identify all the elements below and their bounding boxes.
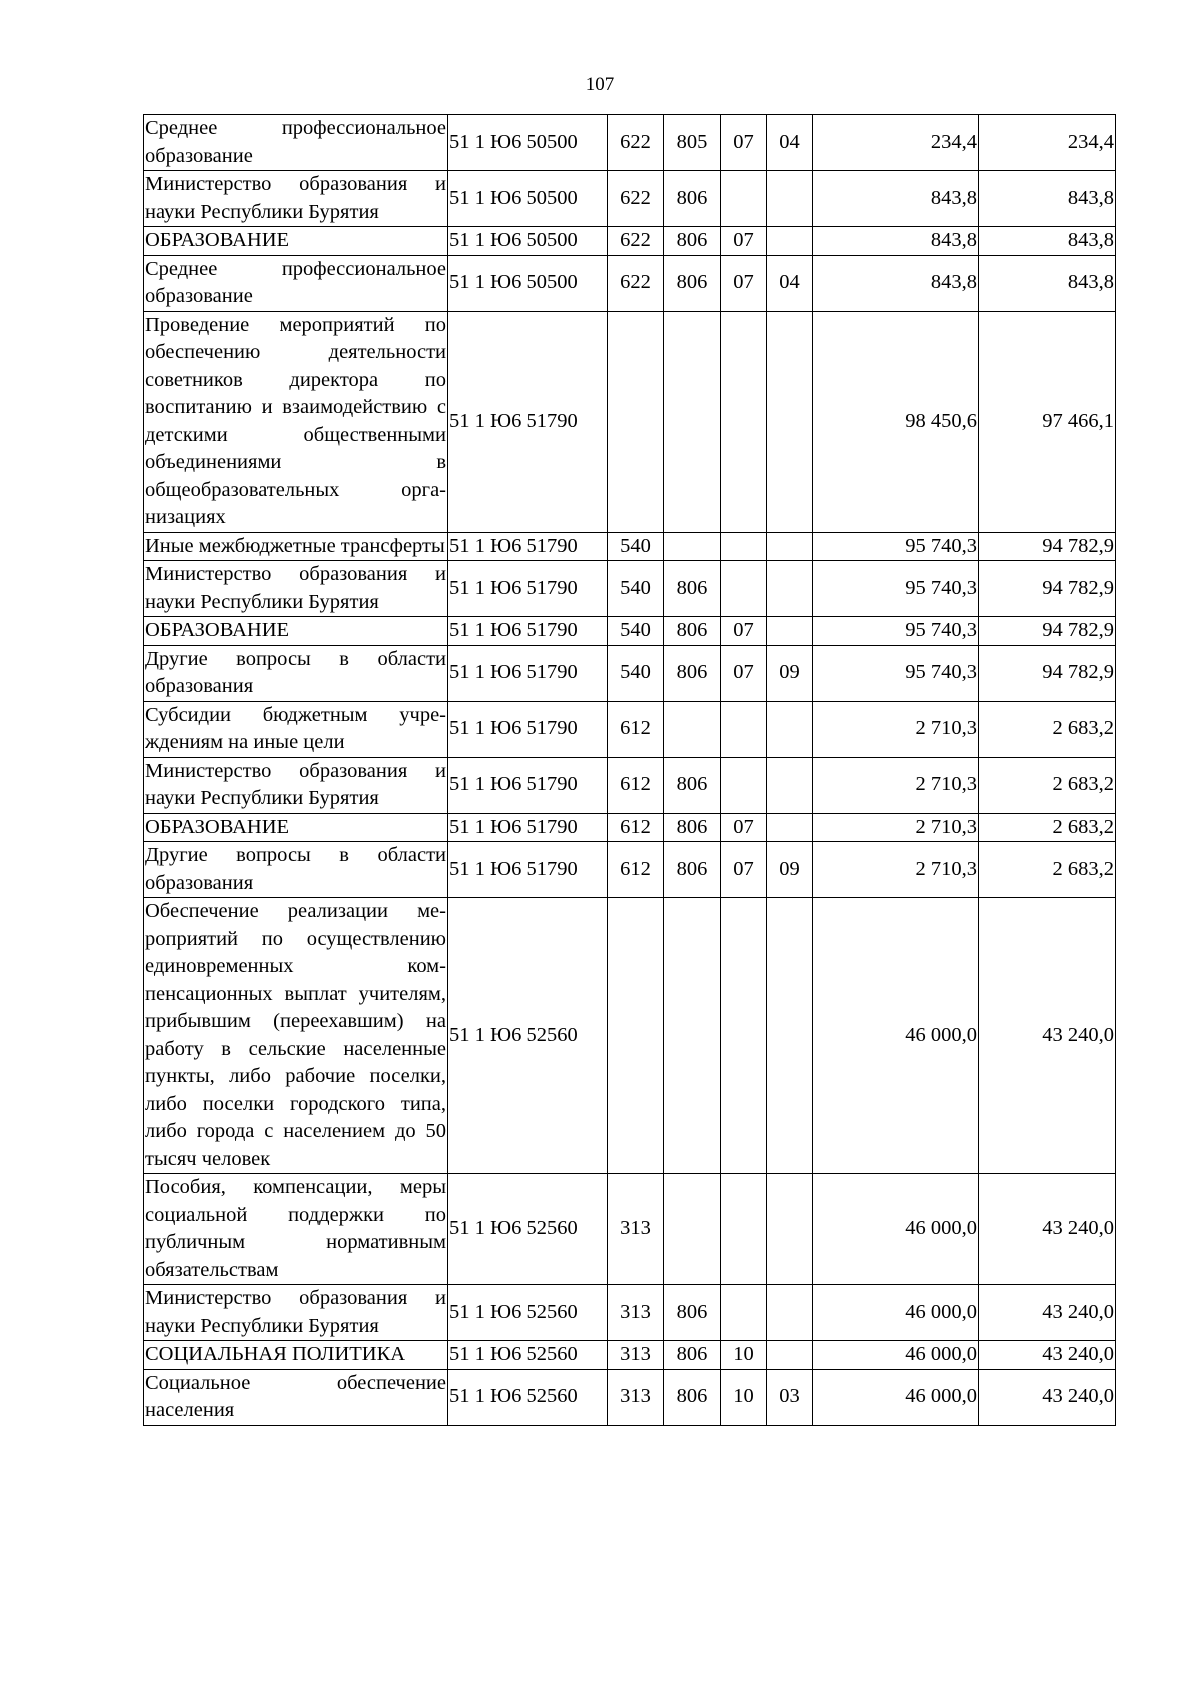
section-code-cell	[721, 561, 767, 617]
target-article-code-cell: 51 1 Ю6 50500	[448, 255, 608, 311]
section-code-cell: 07	[721, 645, 767, 701]
expense-type-cell: 612	[608, 813, 664, 842]
table-row	[144, 255, 1116, 311]
amount-first-year-cell: 95 740,3	[813, 532, 979, 561]
row-name-cell: Иные межбюджетные трансферты	[144, 532, 448, 561]
row-name-cell: Обеспечение реализации мероприятий по осуществлению единовременных компенсационных выплат учителям, прибывшим (переехавшим) на работу в сельские населенные пункты, либо рабочие поселки, либо поселки городского типа, либо города с населением до 50 тысяч человек	[144, 898, 448, 1174]
administrator-code-cell: 806	[664, 757, 721, 813]
administrator-code-cell: 806	[664, 645, 721, 701]
table-row	[144, 813, 1116, 842]
expense-type-cell: 313	[608, 1341, 664, 1370]
target-article-code-cell: 51 1 Ю6 52560	[448, 1285, 608, 1341]
section-code-cell	[721, 898, 767, 1174]
target-article-code-cell: 51 1 Ю6 51790	[448, 757, 608, 813]
target-article-code-cell: 51 1 Ю6 51790	[448, 645, 608, 701]
row-name-cell: Среднее профессиональное образование	[144, 115, 448, 171]
amount-first-year-cell: 2 710,3	[813, 813, 979, 842]
amount-second-year-cell: 2 683,2	[979, 757, 1116, 813]
administrator-code-cell: 806	[664, 255, 721, 311]
table-row	[144, 842, 1116, 898]
section-code-cell	[721, 171, 767, 227]
amount-second-year-cell: 43 240,0	[979, 898, 1116, 1174]
administrator-code-cell	[664, 701, 721, 757]
amount-second-year-cell: 234,4	[979, 115, 1116, 171]
row-name-cell: СОЦИАЛЬНАЯ ПОЛИТИКА	[144, 1341, 448, 1370]
expense-type-cell	[608, 898, 664, 1174]
amount-second-year-cell: 94 782,9	[979, 617, 1116, 646]
amount-first-year-cell: 2 710,3	[813, 757, 979, 813]
row-name-cell: Социальное обеспечение населения	[144, 1369, 448, 1425]
amount-first-year-cell: 46 000,0	[813, 898, 979, 1174]
table-row	[144, 561, 1116, 617]
expense-type-cell: 313	[608, 1174, 664, 1285]
row-name-cell: Субсидии бюджетным учреждениям на иные цели	[144, 701, 448, 757]
expense-type-cell: 313	[608, 1285, 664, 1341]
administrator-code-cell: 806	[664, 1369, 721, 1425]
amount-first-year-cell: 2 710,3	[813, 701, 979, 757]
target-article-code-cell: 51 1 Ю6 52560	[448, 1174, 608, 1285]
subsection-code-cell	[767, 311, 813, 532]
row-name-cell: ОБРАЗОВАНИЕ	[144, 617, 448, 646]
expense-type-cell: 540	[608, 561, 664, 617]
row-name-cell: Среднее профессиональное образование	[144, 255, 448, 311]
expense-type-cell: 622	[608, 255, 664, 311]
administrator-code-cell: 805	[664, 115, 721, 171]
administrator-code-cell: 806	[664, 561, 721, 617]
amount-second-year-cell: 843,8	[979, 255, 1116, 311]
amount-first-year-cell: 46 000,0	[813, 1174, 979, 1285]
amount-second-year-cell: 94 782,9	[979, 532, 1116, 561]
subsection-code-cell	[767, 898, 813, 1174]
table-row	[144, 227, 1116, 256]
table-row	[144, 1369, 1116, 1425]
target-article-code-cell: 51 1 Ю6 52560	[448, 898, 608, 1174]
expense-type-cell: 612	[608, 701, 664, 757]
table-row	[144, 1341, 1116, 1370]
amount-second-year-cell: 843,8	[979, 227, 1116, 256]
subsection-code-cell	[767, 813, 813, 842]
table-row	[144, 171, 1116, 227]
row-name-cell: Пособия, компенсации, меры социальной поддержки по публичным нормативным обязательствам	[144, 1174, 448, 1285]
row-name-cell: Министерство образования и науки Республики Бурятия	[144, 171, 448, 227]
row-name-cell: Министерство образования и науки Республики Бурятия	[144, 757, 448, 813]
section-code-cell	[721, 1285, 767, 1341]
row-name-cell: Другие вопросы в области образования	[144, 842, 448, 898]
amount-second-year-cell: 97 466,1	[979, 311, 1116, 532]
table-row	[144, 1285, 1116, 1341]
target-article-code-cell: 51 1 Ю6 50500	[448, 171, 608, 227]
subsection-code-cell	[767, 532, 813, 561]
table-row	[144, 645, 1116, 701]
amount-first-year-cell: 95 740,3	[813, 645, 979, 701]
row-name-cell: ОБРАЗОВАНИЕ	[144, 227, 448, 256]
table-row	[144, 757, 1116, 813]
section-code-cell: 07	[721, 115, 767, 171]
subsection-code-cell	[767, 561, 813, 617]
subsection-code-cell: 04	[767, 115, 813, 171]
section-code-cell: 07	[721, 227, 767, 256]
table-row	[144, 701, 1116, 757]
subsection-code-cell	[767, 171, 813, 227]
target-article-code-cell: 51 1 Ю6 51790	[448, 701, 608, 757]
target-article-code-cell: 51 1 Ю6 51790	[448, 311, 608, 532]
table-row	[144, 1174, 1116, 1285]
administrator-code-cell	[664, 532, 721, 561]
amount-second-year-cell: 2 683,2	[979, 842, 1116, 898]
amount-second-year-cell: 43 240,0	[979, 1174, 1116, 1285]
amount-second-year-cell: 43 240,0	[979, 1285, 1116, 1341]
amount-first-year-cell: 234,4	[813, 115, 979, 171]
table-body	[144, 115, 1116, 1426]
subsection-code-cell: 09	[767, 645, 813, 701]
row-name-cell: Министерство образования и науки Республики Бурятия	[144, 1285, 448, 1341]
amount-first-year-cell: 2 710,3	[813, 842, 979, 898]
table-row	[144, 115, 1116, 171]
section-code-cell: 10	[721, 1369, 767, 1425]
section-code-cell: 07	[721, 617, 767, 646]
row-name-cell: Министерство образования и науки Республики Бурятия	[144, 561, 448, 617]
section-code-cell	[721, 1174, 767, 1285]
row-name-cell: Другие вопросы в области образования	[144, 645, 448, 701]
expense-type-cell: 622	[608, 227, 664, 256]
administrator-code-cell: 806	[664, 171, 721, 227]
target-article-code-cell: 51 1 Ю6 50500	[448, 227, 608, 256]
section-code-cell	[721, 532, 767, 561]
target-article-code-cell: 51 1 Ю6 51790	[448, 532, 608, 561]
table-row	[144, 898, 1116, 1174]
amount-first-year-cell: 843,8	[813, 227, 979, 256]
amount-second-year-cell: 843,8	[979, 171, 1116, 227]
expense-type-cell: 622	[608, 171, 664, 227]
subsection-code-cell	[767, 1341, 813, 1370]
amount-second-year-cell: 94 782,9	[979, 645, 1116, 701]
amount-second-year-cell: 2 683,2	[979, 813, 1116, 842]
administrator-code-cell: 806	[664, 1341, 721, 1370]
budget-table	[143, 114, 1116, 1426]
amount-second-year-cell: 94 782,9	[979, 561, 1116, 617]
row-name-cell: ОБРАЗОВАНИЕ	[144, 813, 448, 842]
target-article-code-cell: 51 1 Ю6 51790	[448, 561, 608, 617]
amount-first-year-cell: 46 000,0	[813, 1369, 979, 1425]
target-article-code-cell: 51 1 Ю6 50500	[448, 115, 608, 171]
amount-first-year-cell: 46 000,0	[813, 1285, 979, 1341]
subsection-code-cell: 09	[767, 842, 813, 898]
amount-first-year-cell: 843,8	[813, 171, 979, 227]
expense-type-cell: 622	[608, 115, 664, 171]
section-code-cell	[721, 757, 767, 813]
page-number: 107	[585, 74, 615, 95]
expense-type-cell	[608, 311, 664, 532]
subsection-code-cell	[767, 617, 813, 646]
subsection-code-cell	[767, 1174, 813, 1285]
section-code-cell: 07	[721, 255, 767, 311]
amount-second-year-cell: 43 240,0	[979, 1341, 1116, 1370]
expense-type-cell: 540	[608, 617, 664, 646]
expense-type-cell: 313	[608, 1369, 664, 1425]
target-article-code-cell: 51 1 Ю6 52560	[448, 1341, 608, 1370]
section-code-cell	[721, 311, 767, 532]
expense-type-cell: 540	[608, 645, 664, 701]
table-row	[144, 532, 1116, 561]
subsection-code-cell	[767, 757, 813, 813]
target-article-code-cell: 51 1 Ю6 52560	[448, 1369, 608, 1425]
table-row	[144, 617, 1116, 646]
amount-first-year-cell: 95 740,3	[813, 561, 979, 617]
amount-first-year-cell: 843,8	[813, 255, 979, 311]
amount-first-year-cell: 46 000,0	[813, 1341, 979, 1370]
section-code-cell	[721, 701, 767, 757]
expense-type-cell: 612	[608, 842, 664, 898]
table-row	[144, 311, 1116, 532]
administrator-code-cell: 806	[664, 617, 721, 646]
expense-type-cell: 540	[608, 532, 664, 561]
amount-first-year-cell: 98 450,6	[813, 311, 979, 532]
administrator-code-cell	[664, 1174, 721, 1285]
subsection-code-cell	[767, 227, 813, 256]
administrator-code-cell: 806	[664, 227, 721, 256]
target-article-code-cell: 51 1 Ю6 51790	[448, 813, 608, 842]
administrator-code-cell: 806	[664, 813, 721, 842]
amount-second-year-cell: 2 683,2	[979, 701, 1116, 757]
subsection-code-cell: 04	[767, 255, 813, 311]
subsection-code-cell	[767, 1285, 813, 1341]
administrator-code-cell: 806	[664, 842, 721, 898]
subsection-code-cell	[767, 701, 813, 757]
administrator-code-cell	[664, 898, 721, 1174]
amount-second-year-cell: 43 240,0	[979, 1369, 1116, 1425]
section-code-cell: 07	[721, 842, 767, 898]
administrator-code-cell	[664, 311, 721, 532]
target-article-code-cell: 51 1 Ю6 51790	[448, 617, 608, 646]
section-code-cell: 07	[721, 813, 767, 842]
administrator-code-cell: 806	[664, 1285, 721, 1341]
amount-first-year-cell: 95 740,3	[813, 617, 979, 646]
target-article-code-cell: 51 1 Ю6 51790	[448, 842, 608, 898]
section-code-cell: 10	[721, 1341, 767, 1370]
row-name-cell: Проведение мероприятий по обеспечению деятельности советников директора по воспитанию и взаимодействию с детскими общественными объединениями в общеобразовательных организациях	[144, 311, 448, 532]
expense-type-cell: 612	[608, 757, 664, 813]
subsection-code-cell: 03	[767, 1369, 813, 1425]
